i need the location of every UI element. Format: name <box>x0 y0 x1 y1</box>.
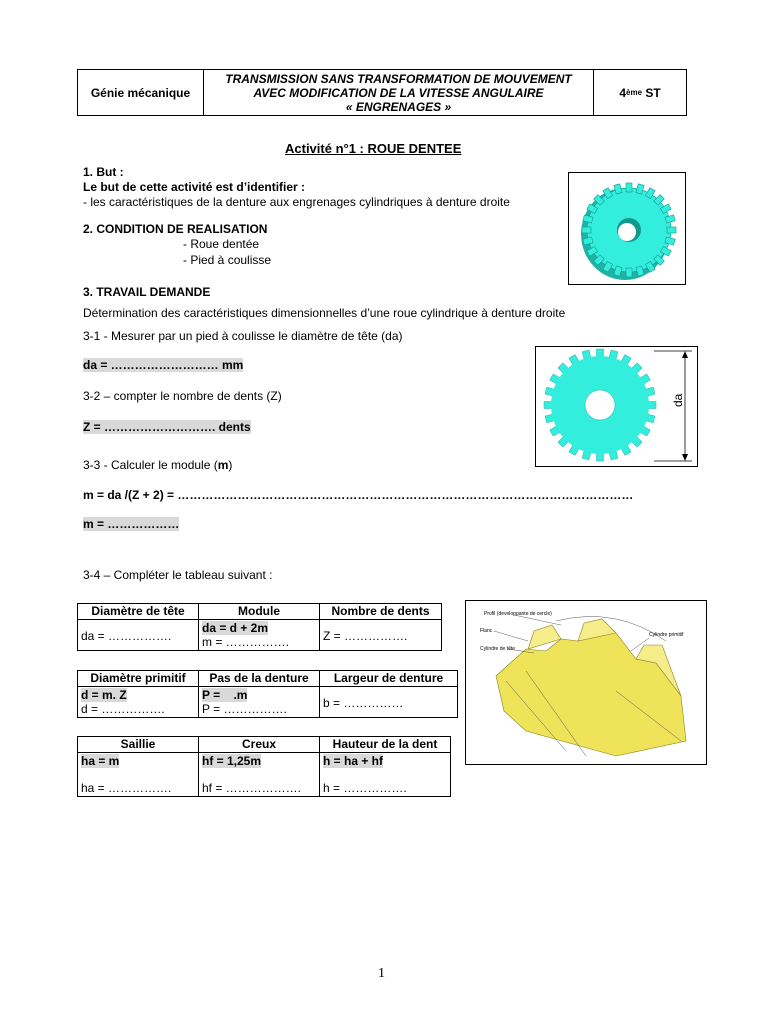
t1-module-formula: da = d + 2m <box>202 621 269 635</box>
t2-p-formula: P = .m <box>202 688 248 702</box>
t2-d-answer: d = ……………. <box>81 702 165 716</box>
section1-subheading: Le but de cette activité est d’identifier : <box>83 180 306 194</box>
t3-h-formula: h = ha + hf <box>323 754 384 768</box>
t2-d-formula: d = m. Z <box>81 688 127 702</box>
question-3-3 <box>83 458 232 472</box>
t3-header-2: Creux <box>199 737 320 753</box>
t1-da-answer: da = ……………. <box>81 629 172 643</box>
label-cylindre-primitif: Cylindre primitif <box>649 632 684 638</box>
t3-cell-hf[interactable] <box>199 753 320 797</box>
t1-header-2: Module <box>199 604 320 620</box>
q3-bold: m <box>217 458 229 472</box>
label-flanc: Flanc <box>480 628 493 634</box>
section1-heading: 1. But : <box>83 165 124 179</box>
question-3-2: 3-2 – compter le nombre de dents (Z) <box>83 389 282 403</box>
header-title-line1: TRANSMISSION SANS TRANSFORMATION DE MOUVEMENT <box>225 71 572 86</box>
header-title-line3: « ENGRENAGES » <box>345 99 452 114</box>
t3-cell-ha[interactable] <box>78 753 199 797</box>
section2-heading: 2. CONDITION DE REALISATION <box>83 222 268 236</box>
t1-z-answer: Z = ……………. <box>323 629 408 643</box>
module-formula: m = da /(Z + 2) = …………………………………………………………………………………………………… <box>83 488 634 502</box>
t3-h-answer: h = ……………. <box>323 781 407 795</box>
t1-cell-z[interactable] <box>320 620 442 651</box>
answer-da[interactable]: da = ……………………… mm <box>83 358 244 372</box>
t3-hf-formula: hf = 1,25m <box>202 754 262 768</box>
t3-header-3: Hauteur de la dent <box>320 737 451 753</box>
answer-z[interactable]: Z = ………………………. dents <box>83 420 251 434</box>
t1-header-1: Diamètre de tête <box>78 604 199 620</box>
header-title-line2: AVEC MODIFICATION DE LA VITESSE ANGULAIRE <box>253 85 544 100</box>
t1-cell-module[interactable] <box>199 620 320 651</box>
t2-header-1: Diamètre primitif <box>78 671 199 687</box>
tooth-nomenclature-figure <box>465 600 707 765</box>
header-title <box>204 70 594 115</box>
header-level-sup: ème <box>626 88 643 97</box>
table-3 <box>77 736 451 797</box>
section3-intro: Détermination des caractéristiques dimensionnelles d’une roue cylindrique à denture droite <box>83 306 566 320</box>
q3-prefix: 3-3 - Calculer le module ( <box>83 458 218 472</box>
header-level-suffix: ST <box>642 85 661 100</box>
section3-heading: 3. TRAVAIL DEMANDE <box>83 285 211 299</box>
gear-da-figure <box>535 346 698 467</box>
t3-cell-h[interactable] <box>320 753 451 797</box>
gear-tooth <box>626 183 632 192</box>
gear-tooth-icon <box>466 601 706 764</box>
section2-item-1: - Roue dentée <box>183 237 260 251</box>
gear-3d-icon <box>569 173 685 284</box>
section2-item-2: - Pied à coulisse <box>183 253 272 267</box>
q3-suffix: ) <box>228 458 233 472</box>
t2-header-3: Largeur de denture <box>320 671 458 687</box>
section1-item: - les caractéristiques de la denture aux engrenages cylindriques à denture droite <box>83 195 510 209</box>
header-subject: Génie mécanique <box>78 70 204 115</box>
t2-cell-b[interactable] <box>320 687 458 718</box>
t3-ha-formula: ha = m <box>81 754 120 768</box>
page-number: 1 <box>378 966 385 981</box>
question-3-1: 3-1 - Mesurer par un pied à coulisse le diamètre de tête (da) <box>83 329 403 343</box>
da-label: da <box>671 393 685 407</box>
t3-hf-answer: hf = ………………. <box>202 781 302 795</box>
gear-tooth <box>667 227 676 233</box>
header-level <box>594 70 686 115</box>
activity-title: Activité n°1 : ROUE DENTEE <box>285 141 462 156</box>
table-2 <box>77 670 458 718</box>
gear-3d-figure <box>568 172 686 285</box>
t2-cell-d[interactable] <box>78 687 199 718</box>
t1-module-answer: m = ……………. <box>202 635 290 649</box>
t3-ha-answer: ha = ……………. <box>81 781 172 795</box>
t3-header-1: Saillie <box>78 737 199 753</box>
t2-p-answer: P = ……………. <box>202 702 287 716</box>
t2-b-answer: b = …………… <box>323 696 404 710</box>
t2-cell-p[interactable] <box>199 687 320 718</box>
table-1 <box>77 603 442 651</box>
answer-m[interactable]: m = ……………… <box>83 517 180 531</box>
t1-cell-da[interactable] <box>78 620 199 651</box>
t1-header-3: Nombre de dents <box>320 604 442 620</box>
gear-tooth <box>582 227 591 233</box>
label-cylindre-tete: Cylindre de tête <box>480 646 516 652</box>
header-level-num: 4 <box>619 85 626 100</box>
gear-tooth <box>626 268 632 277</box>
t2-header-2: Pas de la denture <box>199 671 320 687</box>
gear-front-icon <box>536 347 697 466</box>
header-table <box>77 69 687 116</box>
question-3-4: 3-4 – Compléter le tableau suivant : <box>83 568 273 582</box>
label-profil: Profil (developpante de cercle) <box>484 611 552 617</box>
